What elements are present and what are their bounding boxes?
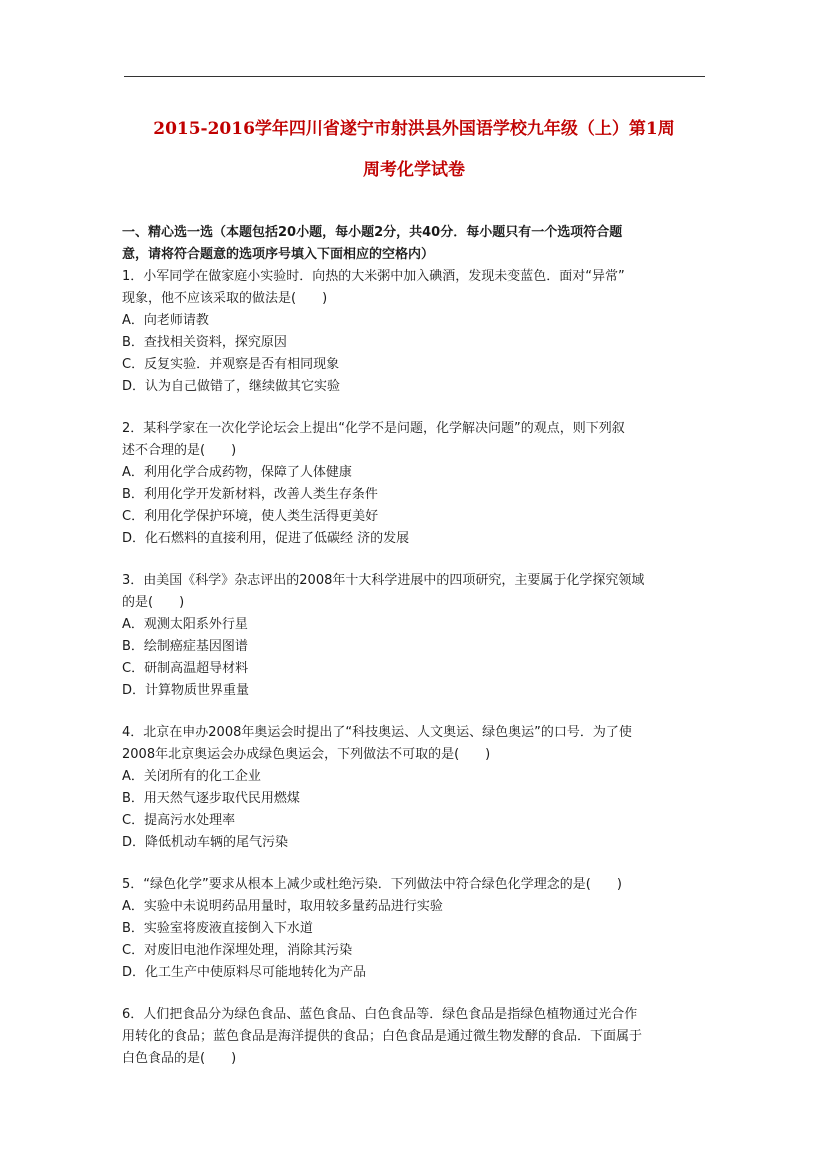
answer-option: D．化工生产中使原料尽可能地转化为产品: [122, 965, 367, 980]
question-stem: 2．某科学家在一次化学论坛会上提出“化学不是问题，化学解决问题”的观点，则下列叙: [122, 421, 625, 436]
question-6: [122, 1004, 707, 1070]
question-5: [122, 874, 707, 984]
answer-option: A．利用化学合成药物，保障了人体健康: [122, 465, 352, 480]
question-2: [122, 418, 707, 550]
answer-option: C．研制高温超导材料: [122, 661, 249, 676]
document-title-line-1: 2015-2016学年四川省遂宁市射洪县外国语学校九年级（上）第1周: [153, 119, 675, 139]
question-stem: 2008年北京奥运会办成绿色奥运会，下列做法不可取的是( ): [122, 747, 491, 762]
answer-option: B．用天然气逐步取代民用燃煤: [122, 791, 300, 806]
question-stem: 6．人们把食品分为绿色食品、蓝色食品、白色食品等．绿色食品是指绿色植物通过光合作: [122, 1007, 638, 1022]
header-rule: [124, 76, 705, 77]
answer-option: A．关闭所有的化工企业: [122, 769, 261, 784]
answer-option: D．认为自己做错了，继续做其它实验: [122, 379, 341, 394]
answer-option: A．实验中未说明药品用量时，取用较多量药品进行实验: [122, 899, 443, 914]
question-stem: 现象，他不应该采取的做法是( ): [122, 291, 328, 306]
answer-option: B．实验室将废液直接倒入下水道: [122, 921, 313, 936]
answer-option: D．计算物质世界重量: [122, 683, 250, 698]
answer-option: A．向老师请教: [122, 313, 209, 328]
answer-option: B．利用化学开发新材料，改善人类生存条件: [122, 487, 378, 502]
question-stem: 用转化的食品；蓝色食品是海洋提供的食品；白色食品是通过微生物发酵的食品．下面属于: [122, 1029, 643, 1044]
answer-option: C．反复实验．并观察是否有相同现象: [122, 357, 340, 372]
question-3: [122, 570, 707, 702]
question-1: [122, 266, 707, 398]
exam-content: [122, 222, 707, 1070]
question-stem: 1．小军同学在做家庭小实验时．向热的大米粥中加入碘酒，发现未变蓝色．面对“异常”: [122, 269, 625, 284]
answer-option: B．查找相关资料，探究原因: [122, 335, 287, 350]
question-list: [122, 266, 707, 1070]
question-stem: 述不合理的是( ): [122, 443, 237, 458]
question-stem: 3．由美国《科学》杂志评出的2008年十大科学进展中的四项研究，主要属于化学探究领域: [122, 573, 645, 588]
question-stem: 白色食品的是( ): [122, 1051, 237, 1066]
question-stem: 的是( ): [122, 595, 185, 610]
section-heading-line-1: 一、精心选一选（本题包括20小题，每小题2分，共40分．每小题只有一个选项符合题: [122, 225, 623, 240]
question-stem: 4．北京在申办2008年奥运会时提出了“科技奥运、人文奥运、绿色奥运”的口号．为了使: [122, 725, 632, 740]
answer-option: A．观测太阳系外行星: [122, 617, 248, 632]
question-stem: 5．“绿色化学”要求从根本上减少或杜绝污染．下列做法中符合绿色化学理念的是( ): [122, 877, 622, 892]
answer-option: B．绘制癌症基因图谱: [122, 639, 248, 654]
answer-option: D．化石燃料的直接利用，促进了低碳经 济的发展: [122, 531, 410, 546]
answer-option: C．对废旧电池作深埋处理，消除其污染: [122, 943, 353, 958]
answer-option: C．提高污水处理率: [122, 813, 236, 828]
answer-option: D．降低机动车辆的尾气污染: [122, 835, 289, 850]
section-heading-line-2: 意，请将符合题意的选项序号填入下面相应的空格内）: [122, 247, 435, 262]
answer-option: C．利用化学保护环境，使人类生活得更美好: [122, 509, 379, 524]
document-title-line-2: 周考化学试卷: [363, 160, 465, 180]
question-4: [122, 722, 707, 854]
